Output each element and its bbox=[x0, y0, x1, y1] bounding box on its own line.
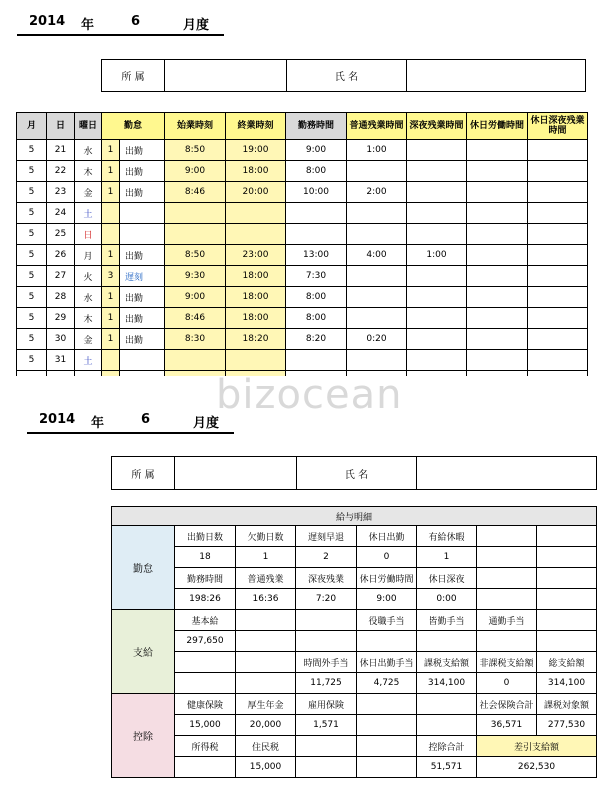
cell-work: 10:00 bbox=[286, 182, 347, 203]
dept-field[interactable] bbox=[175, 457, 297, 490]
pay-label: 基本給 bbox=[175, 610, 236, 631]
cell-day: 21 bbox=[47, 140, 75, 161]
cell-start[interactable]: 9:00 bbox=[165, 287, 226, 308]
att-value: 7:20 bbox=[296, 589, 357, 610]
ded-value: 15,000 bbox=[175, 715, 236, 736]
cell-end[interactable]: 18:00 bbox=[226, 266, 286, 287]
cell-weekday: 土 bbox=[75, 350, 102, 371]
cell-end[interactable]: 23:00 bbox=[226, 245, 286, 266]
att-value: 1 bbox=[236, 547, 296, 568]
cell-overtime bbox=[347, 287, 407, 308]
attendance-header bbox=[17, 113, 588, 140]
cell-status: 出勤 bbox=[120, 308, 165, 329]
cell-work: 8:00 bbox=[286, 287, 347, 308]
cell-day: 27 bbox=[47, 266, 75, 287]
att-label: 深夜残業 bbox=[296, 568, 357, 589]
cell-work: 8:00 bbox=[286, 161, 347, 182]
empty-cell bbox=[477, 631, 537, 652]
cell-day: 24 bbox=[47, 203, 75, 224]
att-label: 欠勤日数 bbox=[236, 526, 296, 547]
ded-value: 20,000 bbox=[236, 715, 296, 736]
cell-night bbox=[407, 203, 467, 224]
cell-night bbox=[407, 140, 467, 161]
att-value: 9:00 bbox=[357, 589, 417, 610]
cell-night bbox=[407, 371, 467, 377]
ded-label: 所得税 bbox=[175, 736, 236, 757]
att-label: 出勤日数 bbox=[175, 526, 236, 547]
attendance-row bbox=[17, 161, 588, 182]
cell-month: 5 bbox=[17, 140, 47, 161]
attendance-row bbox=[17, 350, 588, 371]
attendance-row bbox=[17, 287, 588, 308]
attendance-row bbox=[17, 224, 588, 245]
cell-overtime bbox=[347, 308, 407, 329]
cell-holiday bbox=[467, 224, 528, 245]
col-end: 終業時刻 bbox=[226, 113, 286, 140]
cell-holiday-night bbox=[528, 245, 588, 266]
cell-code[interactable]: 1 bbox=[102, 161, 120, 182]
att-value: 0 bbox=[357, 547, 417, 568]
cell-holiday bbox=[467, 308, 528, 329]
pay-value: 297,650 bbox=[175, 631, 236, 652]
col-start: 始業時刻 bbox=[165, 113, 226, 140]
ded-label: 課税対象額 bbox=[537, 694, 597, 715]
pay-value: 11,725 bbox=[296, 673, 357, 694]
cell-code[interactable]: 1 bbox=[102, 329, 120, 350]
header-bottom bbox=[27, 412, 234, 434]
cell-status: 出勤 bbox=[120, 182, 165, 203]
cell-work: 7:30 bbox=[286, 266, 347, 287]
empty-cell bbox=[537, 610, 597, 631]
empty-cell bbox=[357, 715, 417, 736]
cell-start[interactable]: 8:46 bbox=[165, 308, 226, 329]
cell-month: 5 bbox=[17, 203, 47, 224]
cell-month: 5 bbox=[17, 224, 47, 245]
cell-start[interactable]: 8:50 bbox=[165, 245, 226, 266]
empty-cell bbox=[296, 736, 357, 757]
attendance-clip bbox=[0, 0, 603, 376]
cell-work: 13:00 bbox=[286, 245, 347, 266]
cell-start[interactable]: 8:46 bbox=[165, 182, 226, 203]
cell-code[interactable] bbox=[102, 371, 120, 377]
cell-night bbox=[407, 182, 467, 203]
empty-cell bbox=[175, 757, 236, 778]
pay-label: 総支給額 bbox=[537, 652, 597, 673]
cell-weekday bbox=[75, 371, 102, 377]
ded-label: 雇用保険 bbox=[296, 694, 357, 715]
cell-work: 8:20 bbox=[286, 329, 347, 350]
cell-end[interactable] bbox=[226, 350, 286, 371]
ded-value: 1,571 bbox=[296, 715, 357, 736]
empty-cell bbox=[236, 673, 296, 694]
cell-holiday bbox=[467, 140, 528, 161]
info-box-bottom bbox=[111, 456, 597, 490]
cell-overtime: 4:00 bbox=[347, 245, 407, 266]
cell-holiday-night bbox=[528, 308, 588, 329]
cell-night: 1:00 bbox=[407, 245, 467, 266]
cell-status: 出勤 bbox=[120, 140, 165, 161]
cell-start[interactable] bbox=[165, 350, 226, 371]
attendance-row bbox=[17, 245, 588, 266]
col-work: 勤務時間 bbox=[286, 113, 347, 140]
cell-start[interactable]: 9:00 bbox=[165, 161, 226, 182]
cell-work: 9:00 bbox=[286, 140, 347, 161]
att-label: 休日深夜 bbox=[417, 568, 477, 589]
cell-holiday bbox=[467, 203, 528, 224]
cell-overtime bbox=[347, 266, 407, 287]
empty-cell bbox=[357, 757, 417, 778]
cell-holiday-night bbox=[528, 329, 588, 350]
attendance-row bbox=[17, 182, 588, 203]
empty-cell bbox=[477, 589, 537, 610]
att-value: 2 bbox=[296, 547, 357, 568]
cell-weekday: 木 bbox=[75, 161, 102, 182]
col-weekday: 曜日 bbox=[75, 113, 102, 140]
cell-weekday: 日 bbox=[75, 224, 102, 245]
att-label: 普通残業 bbox=[236, 568, 296, 589]
cell-overtime bbox=[347, 203, 407, 224]
pay-label: 役職手当 bbox=[357, 610, 417, 631]
cell-night bbox=[407, 350, 467, 371]
attendance-row bbox=[17, 203, 588, 224]
att-value: 16:36 bbox=[236, 589, 296, 610]
empty-cell bbox=[477, 568, 537, 589]
cell-day: 25 bbox=[47, 224, 75, 245]
cell-month: 5 bbox=[17, 329, 47, 350]
year: 2014 bbox=[29, 14, 66, 29]
empty-cell bbox=[357, 631, 417, 652]
cell-holiday-night bbox=[528, 350, 588, 371]
pay-label: 課税支給額 bbox=[417, 652, 477, 673]
name-label: 氏 名 bbox=[287, 60, 407, 92]
cell-code[interactable]: 1 bbox=[102, 182, 120, 203]
cell-end[interactable]: 18:00 bbox=[226, 308, 286, 329]
cell-code[interactable] bbox=[102, 203, 120, 224]
cell-holiday bbox=[467, 329, 528, 350]
cell-holiday-night bbox=[528, 203, 588, 224]
cell-code[interactable]: 1 bbox=[102, 287, 120, 308]
cell-holiday bbox=[467, 287, 528, 308]
cell-holiday bbox=[467, 245, 528, 266]
col-holiday: 休日労働時間 bbox=[467, 113, 528, 140]
col-day: 日 bbox=[47, 113, 75, 140]
month: 6 bbox=[141, 412, 151, 427]
empty-cell bbox=[537, 589, 597, 610]
cell-holiday-night bbox=[528, 287, 588, 308]
month-unit: 月度 bbox=[193, 416, 220, 431]
ded-label: 社会保険合計 bbox=[477, 694, 537, 715]
year-unit: 年 bbox=[91, 416, 105, 431]
cell-weekday: 木 bbox=[75, 308, 102, 329]
cell-code[interactable]: 3 bbox=[102, 266, 120, 287]
payslip-title: 給与明細 bbox=[112, 507, 597, 526]
month: 6 bbox=[131, 14, 141, 29]
cell-holiday bbox=[467, 350, 528, 371]
cell-status: 出勤 bbox=[120, 245, 165, 266]
cell-weekday: 金 bbox=[75, 329, 102, 350]
att-value: 1 bbox=[417, 547, 477, 568]
empty-cell bbox=[175, 673, 236, 694]
cell-night bbox=[407, 329, 467, 350]
section-deduction: 控除 bbox=[112, 694, 175, 778]
cell-end[interactable] bbox=[226, 203, 286, 224]
cell-weekday: 土 bbox=[75, 203, 102, 224]
pay-label: 皆勤手当 bbox=[417, 610, 477, 631]
empty-cell bbox=[417, 631, 477, 652]
cell-end[interactable]: 18:20 bbox=[226, 329, 286, 350]
cell-overtime: 0:20 bbox=[347, 329, 407, 350]
cell-work bbox=[286, 350, 347, 371]
empty-cell bbox=[175, 652, 236, 673]
cell-weekday: 火 bbox=[75, 266, 102, 287]
name-field[interactable] bbox=[417, 457, 597, 490]
empty-cell bbox=[537, 547, 597, 568]
cell-month: 5 bbox=[17, 182, 47, 203]
pay-value: 4,725 bbox=[357, 673, 417, 694]
empty-cell bbox=[477, 526, 537, 547]
cell-end[interactable] bbox=[226, 224, 286, 245]
ded-value: 51,571 bbox=[417, 757, 477, 778]
cell-day bbox=[47, 371, 75, 377]
ded-label: 控除合計 bbox=[417, 736, 477, 757]
ded-label: 住民税 bbox=[236, 736, 296, 757]
attendance-row bbox=[17, 266, 588, 287]
cell-day: 30 bbox=[47, 329, 75, 350]
empty-cell bbox=[537, 568, 597, 589]
cell-status bbox=[120, 350, 165, 371]
cell-weekday: 水 bbox=[75, 287, 102, 308]
cell-month: 5 bbox=[17, 266, 47, 287]
cell-night bbox=[407, 161, 467, 182]
ded-label: 厚生年金 bbox=[236, 694, 296, 715]
cell-status: 出勤 bbox=[120, 329, 165, 350]
empty-cell bbox=[477, 547, 537, 568]
empty-cell bbox=[236, 631, 296, 652]
pay-label: 通勤手当 bbox=[477, 610, 537, 631]
empty-cell bbox=[357, 694, 417, 715]
cell-holiday bbox=[467, 182, 528, 203]
cell-holiday bbox=[467, 161, 528, 182]
cell-overtime bbox=[347, 224, 407, 245]
cell-weekday: 金 bbox=[75, 182, 102, 203]
dept-label: 所 属 bbox=[112, 457, 175, 490]
att-value: 18 bbox=[175, 547, 236, 568]
cell-holiday-night bbox=[528, 371, 588, 377]
pay-label: 時間外手当 bbox=[296, 652, 357, 673]
cell-holiday-night bbox=[528, 182, 588, 203]
col-overtime: 普通残業時間 bbox=[347, 113, 407, 140]
ded-value: 15,000 bbox=[236, 757, 296, 778]
attendance-row bbox=[17, 140, 588, 161]
attendance-row bbox=[17, 329, 588, 350]
cell-end[interactable]: 18:00 bbox=[226, 287, 286, 308]
att-value: 198:26 bbox=[175, 589, 236, 610]
payslip-table bbox=[111, 506, 597, 778]
empty-cell bbox=[417, 694, 477, 715]
cell-day: 22 bbox=[47, 161, 75, 182]
cell-work: 8:00 bbox=[286, 308, 347, 329]
cell-status bbox=[120, 224, 165, 245]
cell-status: 遅刻 bbox=[120, 266, 165, 287]
cell-month: 5 bbox=[17, 245, 47, 266]
pay-label: 休日出勤手当 bbox=[357, 652, 417, 673]
dept-label: 所 属 bbox=[102, 60, 165, 92]
cell-overtime bbox=[347, 161, 407, 182]
cell-work bbox=[286, 203, 347, 224]
pay-label: 非課税支給額 bbox=[477, 652, 537, 673]
cell-day: 23 bbox=[47, 182, 75, 203]
cell-code[interactable]: 1 bbox=[102, 308, 120, 329]
cell-month bbox=[17, 371, 47, 377]
cell-night bbox=[407, 308, 467, 329]
cell-day: 26 bbox=[47, 245, 75, 266]
cell-weekday: 水 bbox=[75, 140, 102, 161]
cell-start[interactable]: 8:50 bbox=[165, 140, 226, 161]
att-value: 0:00 bbox=[417, 589, 477, 610]
cell-day: 31 bbox=[47, 350, 75, 371]
att-label: 休日出勤 bbox=[357, 526, 417, 547]
att-label: 遅刻早退 bbox=[296, 526, 357, 547]
cell-end[interactable]: 18:00 bbox=[226, 161, 286, 182]
cell-overtime bbox=[347, 350, 407, 371]
att-label: 有給休暇 bbox=[417, 526, 477, 547]
cell-code[interactable]: 1 bbox=[102, 140, 120, 161]
cell-start[interactable] bbox=[165, 224, 226, 245]
month-unit: 月度 bbox=[183, 18, 210, 33]
cell-night bbox=[407, 266, 467, 287]
net-pay-value: 262,530 bbox=[477, 757, 597, 778]
cell-night bbox=[407, 287, 467, 308]
cell-day: 28 bbox=[47, 287, 75, 308]
col-night: 深夜残業時間 bbox=[407, 113, 467, 140]
cell-month: 5 bbox=[17, 350, 47, 371]
ded-value: 36,571 bbox=[477, 715, 537, 736]
cell-holiday-night bbox=[528, 224, 588, 245]
section-attendance: 勤怠 bbox=[112, 526, 175, 610]
watermark: bizocean bbox=[216, 372, 403, 418]
ded-value: 277,530 bbox=[537, 715, 597, 736]
cell-status: 出勤 bbox=[120, 161, 165, 182]
cell-code[interactable] bbox=[102, 224, 120, 245]
cell-night bbox=[407, 224, 467, 245]
empty-cell bbox=[537, 631, 597, 652]
col-status: 勤怠 bbox=[102, 113, 165, 140]
year-unit: 年 bbox=[81, 18, 95, 33]
empty-cell bbox=[537, 526, 597, 547]
cell-holiday-night bbox=[528, 140, 588, 161]
cell-start[interactable] bbox=[165, 203, 226, 224]
empty-cell bbox=[357, 736, 417, 757]
empty-cell bbox=[417, 715, 477, 736]
cell-holiday-night bbox=[528, 266, 588, 287]
cell-month: 5 bbox=[17, 161, 47, 182]
cell-code[interactable] bbox=[102, 350, 120, 371]
ded-label: 健康保険 bbox=[175, 694, 236, 715]
pay-value: 0 bbox=[477, 673, 537, 694]
empty-cell bbox=[296, 757, 357, 778]
section-payment: 支給 bbox=[112, 610, 175, 694]
net-pay-label: 差引支給額 bbox=[477, 736, 597, 757]
cell-overtime: 2:00 bbox=[347, 182, 407, 203]
empty-cell bbox=[236, 610, 296, 631]
cell-overtime: 1:00 bbox=[347, 140, 407, 161]
attendance-row bbox=[17, 308, 588, 329]
cell-holiday-night bbox=[528, 161, 588, 182]
cell-end[interactable]: 19:00 bbox=[226, 140, 286, 161]
cell-holiday bbox=[467, 266, 528, 287]
cell-month: 5 bbox=[17, 287, 47, 308]
cell-start[interactable]: 9:30 bbox=[165, 266, 226, 287]
cell-status: 出勤 bbox=[120, 287, 165, 308]
cell-status bbox=[120, 203, 165, 224]
cell-day: 29 bbox=[47, 308, 75, 329]
empty-cell bbox=[296, 610, 357, 631]
pay-value: 314,100 bbox=[417, 673, 477, 694]
cell-end[interactable]: 20:00 bbox=[226, 182, 286, 203]
cell-holiday bbox=[467, 371, 528, 377]
name-label: 氏 名 bbox=[297, 457, 417, 490]
cell-start[interactable]: 8:30 bbox=[165, 329, 226, 350]
col-month: 月 bbox=[17, 113, 47, 140]
cell-code[interactable]: 1 bbox=[102, 245, 120, 266]
attendance-table bbox=[16, 112, 588, 376]
cell-month: 5 bbox=[17, 308, 47, 329]
empty-cell bbox=[296, 631, 357, 652]
col-holiday-night: 休日深夜残業時間 bbox=[528, 113, 588, 140]
pay-value: 314,100 bbox=[537, 673, 597, 694]
cell-status bbox=[120, 371, 165, 377]
empty-cell bbox=[236, 652, 296, 673]
cell-weekday: 月 bbox=[75, 245, 102, 266]
cell-work bbox=[286, 224, 347, 245]
year: 2014 bbox=[39, 412, 76, 427]
att-label: 勤務時間 bbox=[175, 568, 236, 589]
att-label: 休日労働時間 bbox=[357, 568, 417, 589]
